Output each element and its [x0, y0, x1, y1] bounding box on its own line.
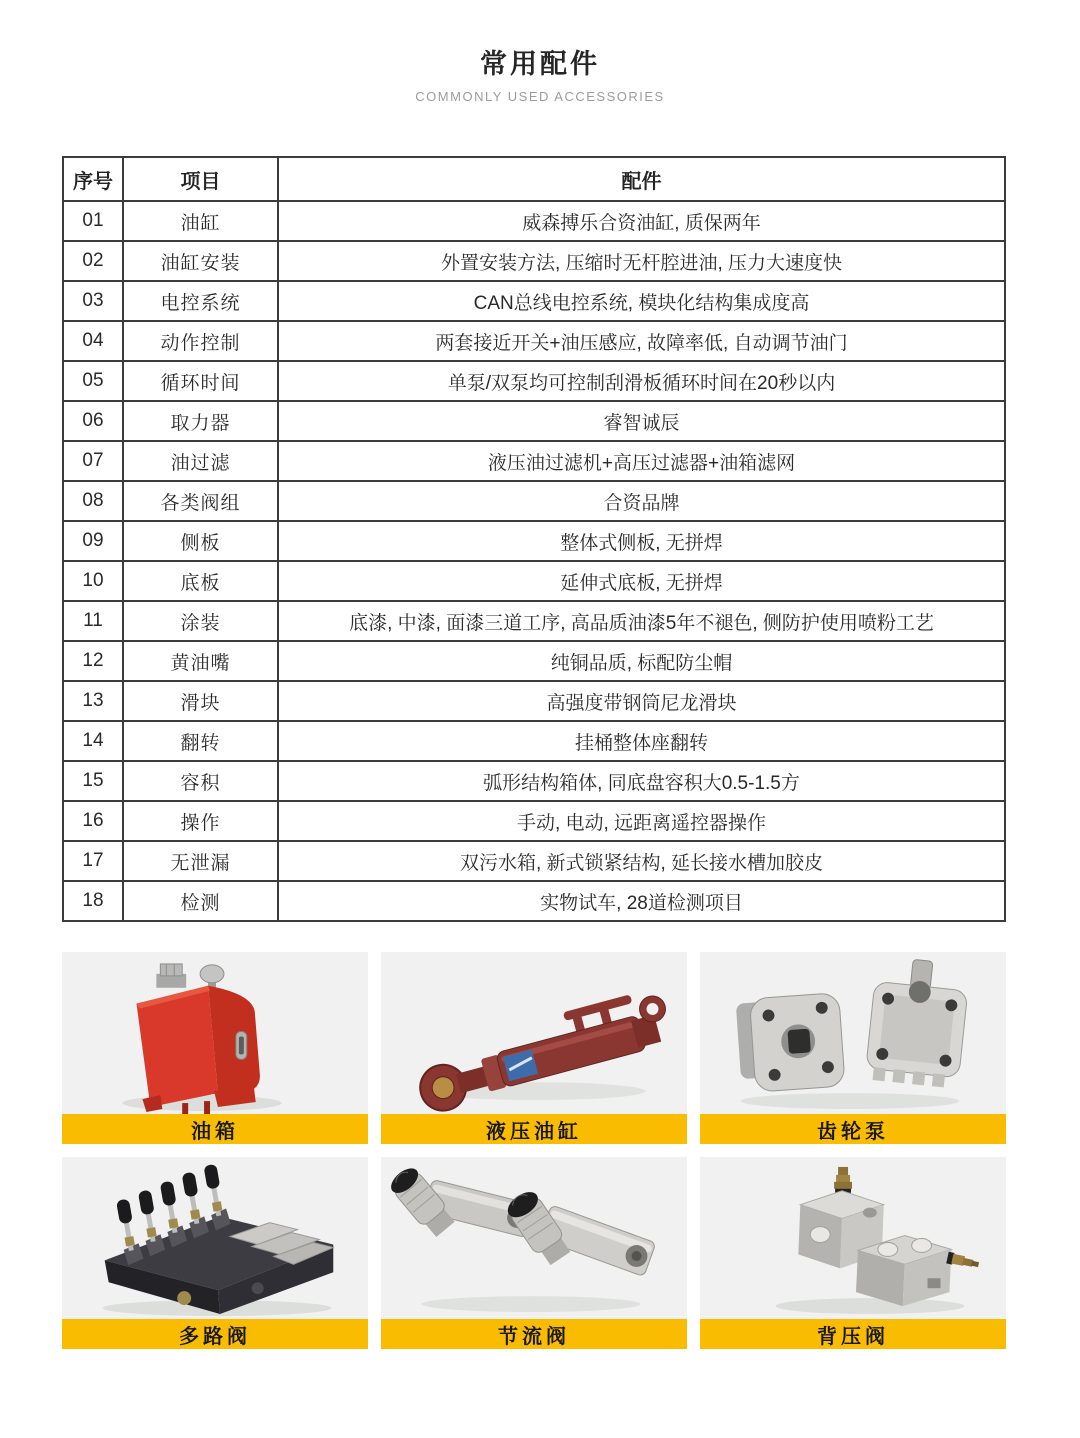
row-desc: 手动, 电动, 远距离遥控器操作 — [278, 801, 1005, 841]
row-item: 操作 — [123, 801, 278, 841]
row-item: 无泄漏 — [123, 841, 278, 881]
row-no: 12 — [63, 641, 123, 681]
table-row — [63, 641, 1005, 681]
table-row — [63, 681, 1005, 721]
table-row — [63, 281, 1005, 321]
row-desc: 挂桶整体座翻转 — [278, 721, 1005, 761]
table-row — [63, 481, 1005, 521]
row-desc: CAN总线电控系统, 模块化结构集成度高 — [278, 281, 1005, 321]
row-desc: 整体式侧板, 无拼焊 — [278, 521, 1005, 561]
row-no: 16 — [63, 801, 123, 841]
multi-way-valve-photo — [62, 1157, 368, 1319]
row-item: 黄油嘴 — [123, 641, 278, 681]
row-item: 电控系统 — [123, 281, 278, 321]
table-row — [63, 561, 1005, 601]
row-no: 06 — [63, 401, 123, 441]
row-no: 11 — [63, 601, 123, 641]
hydraulic-cylinder-photo — [381, 952, 687, 1114]
row-desc: 延伸式底板, 无拼焊 — [278, 561, 1005, 601]
valve-cube-lower — [856, 1236, 980, 1307]
back-pressure-valve-icon — [700, 1157, 1006, 1319]
row-desc: 单泵/双泵均可控制刮滑板循环时间在20秒以内 — [278, 361, 1005, 401]
row-item: 容积 — [123, 761, 278, 801]
table-row — [63, 881, 1005, 921]
row-no: 02 — [63, 241, 123, 281]
row-item: 翻转 — [123, 721, 278, 761]
row-desc: 两套接近开关+油压感应, 故障率低, 自动调节油门 — [278, 321, 1005, 361]
row-no: 03 — [63, 281, 123, 321]
table-row — [63, 721, 1005, 761]
row-item: 油缸安装 — [123, 241, 278, 281]
row-desc: 纯铜品质, 标配防尘帽 — [278, 641, 1005, 681]
row-no: 15 — [63, 761, 123, 801]
row-no: 13 — [63, 681, 123, 721]
row-desc: 威森搏乐合资油缸, 质保两年 — [278, 201, 1005, 241]
row-no: 07 — [63, 441, 123, 481]
product-label: 背压阀 — [700, 1319, 1006, 1349]
row-item: 油过滤 — [123, 441, 278, 481]
row-desc: 弧形结构箱体, 同底盘容积大0.5-1.5方 — [278, 761, 1005, 801]
row-desc: 液压油过滤机+高压过滤器+油箱滤网 — [278, 441, 1005, 481]
table-row — [63, 801, 1005, 841]
table-row — [63, 361, 1005, 401]
row-desc: 实物试车, 28道检测项目 — [278, 881, 1005, 921]
hydraulic-cylinder-icon — [381, 952, 687, 1114]
product-label: 油箱 — [62, 1114, 368, 1144]
row-item: 滑块 — [123, 681, 278, 721]
product-label: 多路阀 — [62, 1319, 368, 1349]
row-no: 10 — [63, 561, 123, 601]
row-no: 14 — [63, 721, 123, 761]
row-desc: 合资品牌 — [278, 481, 1005, 521]
table-header-row — [63, 157, 1005, 201]
multi-way-valve-icon — [62, 1157, 368, 1319]
row-desc: 高强度带钢筒尼龙滑块 — [278, 681, 1005, 721]
row-item: 动作控制 — [123, 321, 278, 361]
page-header — [0, 0, 1080, 104]
row-no: 09 — [63, 521, 123, 561]
product-card-gear-pump — [700, 952, 1006, 1144]
row-item: 底板 — [123, 561, 278, 601]
row-no: 01 — [63, 201, 123, 241]
column-header-item: 项目 — [123, 157, 278, 201]
table-row — [63, 601, 1005, 641]
throttle-valve-photo — [381, 1157, 687, 1319]
table-row — [63, 521, 1005, 561]
row-no: 18 — [63, 881, 123, 921]
row-desc: 睿智诚辰 — [278, 401, 1005, 441]
row-item: 循环时间 — [123, 361, 278, 401]
product-card-hydraulic-cylinder — [381, 952, 687, 1144]
product-card-multi-way-valve — [62, 1157, 368, 1349]
table-row — [63, 401, 1005, 441]
table-row — [63, 761, 1005, 801]
row-no: 17 — [63, 841, 123, 881]
product-grid — [62, 952, 1006, 1349]
row-no: 04 — [63, 321, 123, 361]
column-header-no: 序号 — [63, 157, 123, 201]
table-row — [63, 201, 1005, 241]
row-item: 涂装 — [123, 601, 278, 641]
row-item: 各类阀组 — [123, 481, 278, 521]
row-desc: 双污水箱, 新式锁紧结构, 延长接水槽加胶皮 — [278, 841, 1005, 881]
throttle-valve-icon — [381, 1157, 687, 1319]
product-card-oil-tank — [62, 952, 368, 1144]
row-item: 油缸 — [123, 201, 278, 241]
row-item: 侧板 — [123, 521, 278, 561]
row-item: 检测 — [123, 881, 278, 921]
table-row — [63, 241, 1005, 281]
row-desc: 底漆, 中漆, 面漆三道工序, 高品质油漆5年不褪色, 侧防护使用喷粉工艺 — [278, 601, 1005, 641]
product-label: 齿轮泵 — [700, 1114, 1006, 1144]
table-row — [63, 321, 1005, 361]
accessories-table — [62, 156, 1006, 922]
gear-pump-icon — [700, 952, 1006, 1114]
row-no: 08 — [63, 481, 123, 521]
page-title: 常用配件 — [480, 49, 600, 79]
oil-tank-icon — [62, 952, 368, 1114]
back-pressure-valve-photo — [700, 1157, 1006, 1319]
table-row — [63, 441, 1005, 481]
product-card-back-pressure-valve — [700, 1157, 1006, 1349]
gear-pump-photo — [700, 952, 1006, 1114]
product-label: 节流阀 — [381, 1319, 687, 1349]
row-no: 05 — [63, 361, 123, 401]
product-card-throttle-valve — [381, 1157, 687, 1349]
product-label: 液压油缸 — [381, 1114, 687, 1144]
row-desc: 外置安装方法, 压缩时无杆腔进油, 压力大速度快 — [278, 241, 1005, 281]
column-header-accessory: 配件 — [278, 157, 1005, 201]
oil-tank-photo — [62, 952, 368, 1114]
page-subtitle: COMMONLY USED ACCESSORIES — [415, 89, 665, 104]
table-row — [63, 841, 1005, 881]
row-item: 取力器 — [123, 401, 278, 441]
